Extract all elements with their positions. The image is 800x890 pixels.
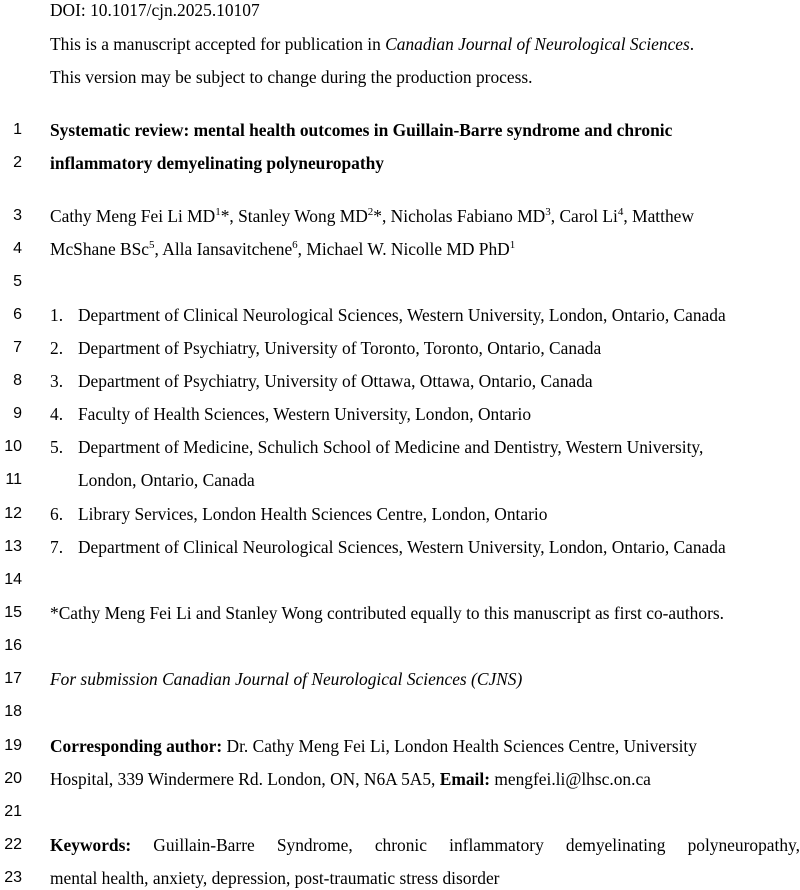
author-name: McShane BSc: [50, 239, 150, 259]
affiliation-text: Department of Medicine, Schulich School of Medicine and Dentistry, Western University,: [78, 437, 704, 457]
affiliation-item: [50, 437, 703, 457]
keyword-word: Syndrome,: [276, 835, 353, 855]
corresponding-address: Hospital, 339 Windermere Rd. London, ON, N6A 5A5,: [50, 769, 440, 789]
author-affil-sup: 5: [149, 239, 155, 252]
affiliation-number: 2.: [50, 338, 64, 358]
author-sep: ,: [550, 206, 560, 226]
keyword-word: chronic: [374, 835, 427, 855]
author-affil-sup: 1: [215, 206, 221, 219]
keyword-word: demyelinating: [565, 835, 666, 855]
affiliation-number: 5.: [50, 437, 64, 457]
author-affil-sup: 6: [292, 239, 298, 252]
line-number: 16: [4, 637, 22, 654]
notice-prefix: This is a manuscript accepted for publication in: [50, 34, 386, 54]
line-number: 9: [13, 405, 22, 422]
line-number: 6: [13, 306, 22, 323]
corresponding-line2: [50, 769, 651, 789]
author-sep: *,: [373, 206, 391, 226]
author-name: Michael W. Nicolle MD PhD: [306, 239, 510, 259]
line-number: 14: [4, 571, 22, 588]
line-number: 13: [4, 538, 22, 555]
affiliation-text: Department of Clinical Neurological Sciences, Western University, London, Ontario, Canada: [78, 305, 726, 325]
author-affil-sup: 4: [617, 206, 624, 219]
corresponding-line1: [50, 736, 697, 756]
line-number: 7: [13, 339, 22, 356]
author-sep: , Matthew: [623, 206, 694, 226]
affiliation-item: [50, 305, 726, 325]
keywords-label: Keywords:: [50, 835, 132, 855]
keyword-word: polyneuropathy,: [687, 835, 800, 855]
line-number: 12: [4, 505, 22, 522]
email-label: Email:: [439, 769, 490, 789]
line-number: 22: [4, 836, 22, 853]
affiliation-text: Library Services, London Health Sciences Centre, London, Ontario: [78, 504, 548, 524]
author-name: Carol Li: [559, 206, 618, 226]
doi-line: DOI: 10.1017/cjn.2025.10107: [50, 0, 260, 20]
affiliation-continuation: London, Ontario, Canada: [78, 470, 255, 490]
line-number: 21: [4, 803, 22, 820]
notice-suffix: .: [689, 34, 695, 54]
affiliation-number: 6.: [50, 504, 64, 524]
author-affil-sup: 2: [367, 206, 374, 219]
authors-line1: [50, 206, 694, 226]
affiliation-text: Faculty of Health Sciences, Western University, London, Ontario: [78, 404, 532, 424]
keywords-line2: mental health, anxiety, depression, post-traumatic stress disorder: [50, 868, 500, 888]
affiliation-number: 7.: [50, 537, 64, 557]
affiliation-item: [50, 404, 531, 424]
author-name: Stanley Wong MD: [238, 206, 368, 226]
line-number: 19: [4, 737, 22, 754]
notice-journal-name: Canadian Journal of Neurological Sciences: [385, 34, 690, 54]
submission-note: For submission Canadian Journal of Neurological Sciences (CJNS): [50, 669, 523, 689]
accepted-notice-line1: [50, 34, 694, 54]
affiliation-number: 1.: [50, 305, 64, 325]
line-number: 2: [13, 154, 22, 171]
affiliation-text: Department of Clinical Neurological Sciences, Western University, London, Ontario, Canada: [78, 537, 726, 557]
authors-line2: [50, 239, 515, 259]
affiliation-item: [50, 504, 547, 524]
keywords-line1: [50, 835, 800, 855]
title-line1: Systematic review: mental health outcomes in Guillain-Barre syndrome and chronic: [50, 120, 673, 140]
affiliation-text: Department of Psychiatry, University of Ottawa, Ottawa, Ontario, Canada: [78, 371, 593, 391]
line-number: 11: [5, 471, 22, 488]
affiliation-number: 3.: [50, 371, 64, 391]
keyword-word: inflammatory: [449, 835, 544, 855]
affiliation-number: 4.: [50, 404, 64, 424]
author-name: Nicholas Fabiano MD: [390, 206, 546, 226]
line-number: 8: [13, 372, 22, 389]
line-number: 3: [13, 207, 22, 224]
line-number: 23: [4, 869, 22, 886]
cofirst-author-note: *Cathy Meng Fei Li and Stanley Wong contributed equally to this manuscript as first co-authors.: [50, 603, 724, 623]
author-affil-sup: 1: [509, 239, 516, 252]
line-number: 18: [4, 703, 22, 720]
affiliation-item: [50, 537, 726, 557]
corresponding-label: Corresponding author:: [50, 736, 223, 756]
keyword-word: Guillain-Barre: [153, 835, 255, 855]
line-number: 4: [13, 240, 22, 257]
line-number: 1: [13, 121, 22, 138]
affiliation-item: [50, 371, 593, 391]
accepted-notice-line2: This version may be subject to change during the production process.: [50, 67, 533, 87]
author-sep: ,: [154, 239, 163, 259]
line-number: 20: [4, 770, 22, 787]
line-number: 15: [4, 604, 22, 621]
email-address: mengfei.li@lhsc.on.ca: [490, 769, 651, 789]
line-number: 5: [13, 273, 22, 290]
author-name: Alla Iansavitchene: [162, 239, 293, 259]
author-sep: *,: [220, 206, 239, 226]
author-name: Cathy Meng Fei Li MD: [50, 206, 216, 226]
affiliation-text: Department of Psychiatry, University of Toronto, Toronto, Ontario, Canada: [78, 338, 602, 358]
affiliation-item: [50, 338, 601, 358]
line-number: 10: [4, 438, 22, 455]
title-line2: inflammatory demyelinating polyneuropathy: [50, 153, 384, 173]
author-sep: ,: [297, 239, 307, 259]
author-affil-sup: 3: [545, 206, 551, 219]
corresponding-text: Dr. Cathy Meng Fei Li, London Health Sciences Centre, University: [222, 736, 697, 756]
line-number: 17: [4, 670, 22, 687]
